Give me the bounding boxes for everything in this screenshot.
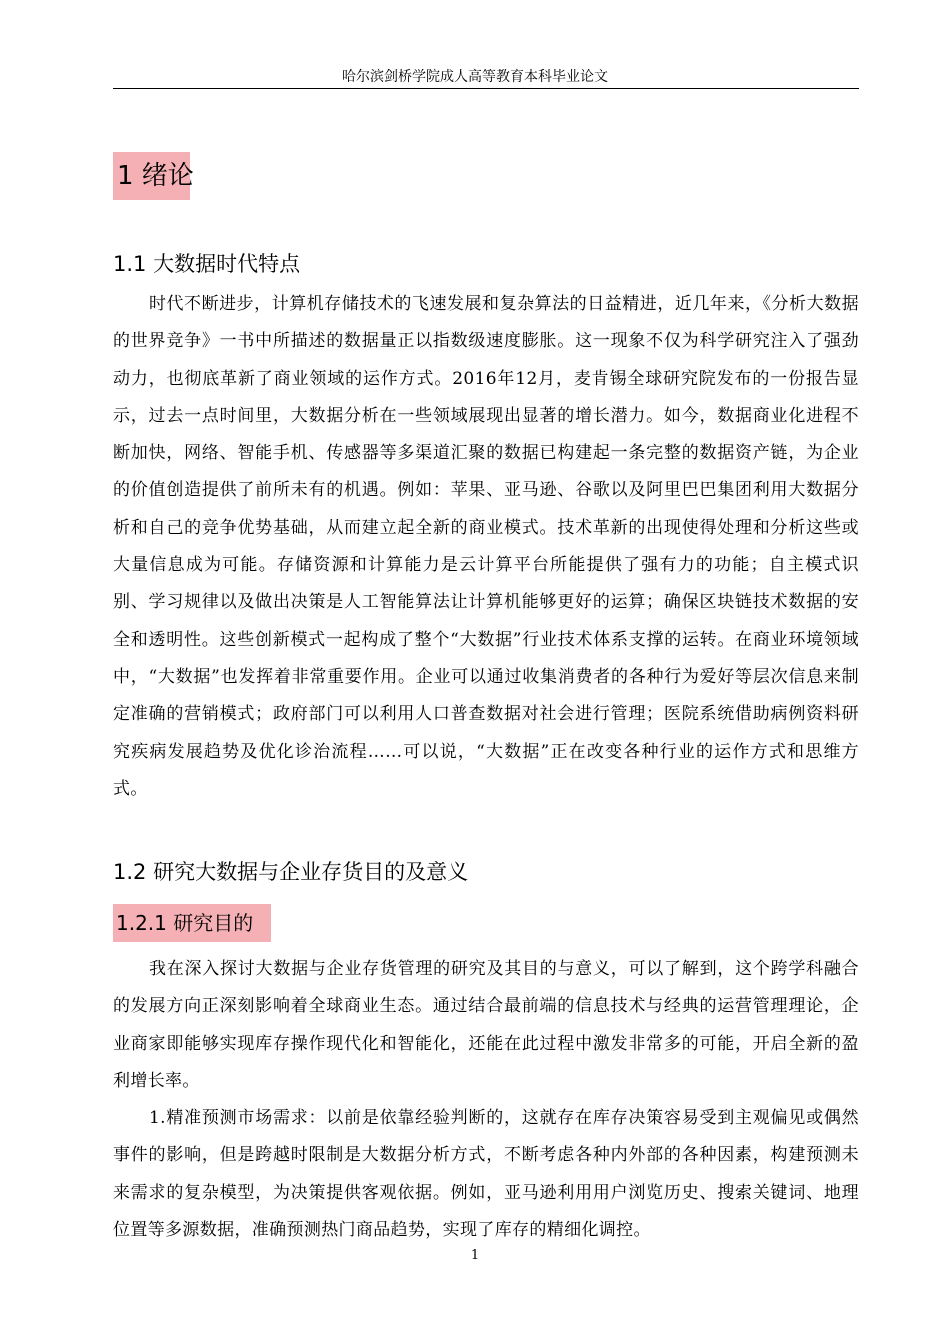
section-1-1-heading: 1.1 大数据时代特点 bbox=[113, 252, 301, 276]
purpose-paragraph-1: 我在深入探讨大数据与企业存货管理的研究及其目的与意义，可以了解到，这个跨学科融合的发展方向正深刻影响着全球商业生态。通过结合最前端的信息技术与经典的运营管理理论，企业商家即能够实现库存操作现代化和智能化，还能在此过程中激发非常多的可能，开启全新的盈利增长率。 bbox=[113, 959, 859, 1091]
section-1-2-heading: 1.2 研究大数据与企业存货目的及意义 bbox=[113, 860, 469, 884]
section-1-2-1-heading-text: 1.2.1 研究目的 bbox=[116, 911, 254, 935]
header-rule bbox=[113, 88, 859, 89]
page-number: 1 bbox=[470, 1248, 480, 1263]
purpose-paragraph-2: 1.精准预测市场需求：以前是依靠经验判断的，这就存在库存决策容易受到主观偏见或偶然事件的影响，但是跨越时限制是大数据分析方式，不断考虑各种内外部的各种因素，构建预测未来需求的复杂模型，为决策提供客观依据。例如，亚马逊利用用户浏览历史、搜索关键词、地理位置等多源数据，准确预测热门商品趋势，实现了库存的精细化调控。 bbox=[113, 1108, 859, 1240]
section-1-1-paragraph: 时代不断进步，计算机存储技术的飞速发展和复杂算法的日益精进，近几年来，《分析大数据的世界竞争》一书中所描述的数据量正以指数级速度膨胀。这一现象不仅为科学研究注入了强劲动力，也彻底革新了商业领域的运作方式。2016年12月，麦肯锡全球研究院发布的一份报告显示，过去一点时间里，大数据分析在一些领域展现出显著的增长潜力。如今，数据商业化进程不断加快，网络、智能手机、传感器等多渠道汇聚的数据已构建起一条完整的数据资产链，为企业的价值创造提供了前所未有的机遇。例如：苹果、亚马逊、谷歌以及阿里巴巴集团利用大数据分析和自己的竞争优势基础，从而建立起全新的商业模式。技术革新的出现使得处理和分析这些或大量信息成为可能。存储资源和计算能力是云计算平台所能提供了强有力的功能；自主模式识别、学习规律以及做出决策是人工智能算法让计算机能够更好的运算；确保区块链技术数据的安全和透明性。这些创新模式一起构成了整个“大数据”行业技术体系支撑的运转。在商业环境领域中，“大数据”也发挥着非常重要作用。企业可以通过收集消费者的各种行为爱好等层次信息来制定准确的营销模式；政府部门可以利用人口普查数据对社会进行管理；医院系统借助病例资料研究疾病发展趋势及优化诊治流程……可以说，“大数据”正在改变各种行业的运作方式和思维方式。 bbox=[113, 294, 859, 799]
page-header: 哈尔滨剑桥学院成人高等教育本科毕业论文 bbox=[342, 69, 608, 85]
chapter-heading bbox=[113, 152, 194, 200]
section-1-2-1-heading bbox=[113, 904, 271, 942]
chapter-heading-text: 1 绪论 bbox=[117, 161, 194, 191]
